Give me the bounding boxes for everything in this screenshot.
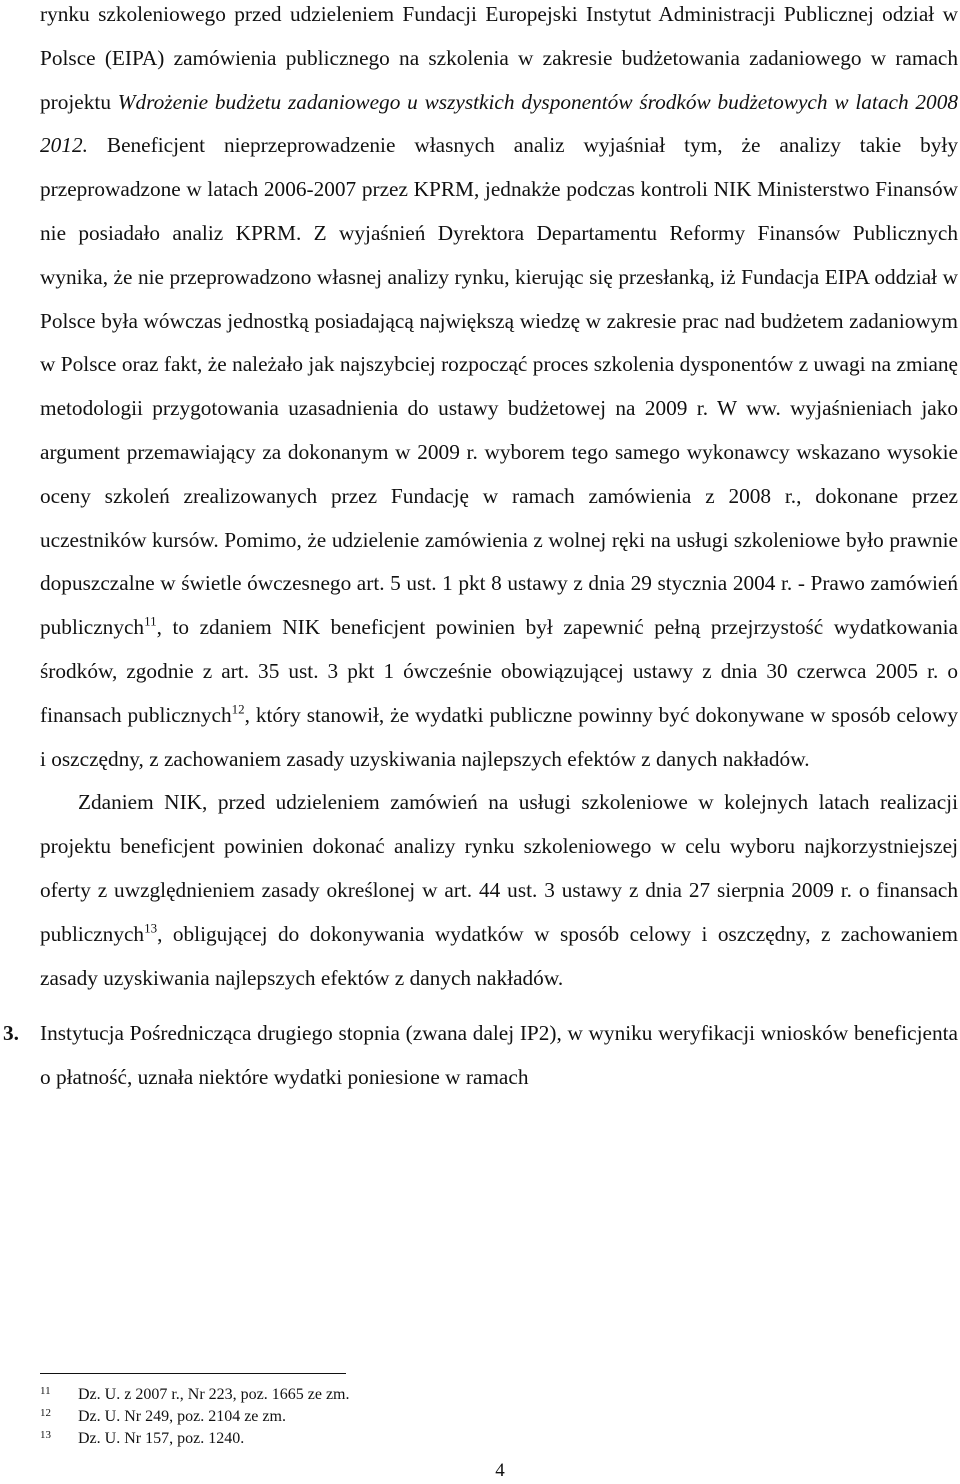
footnote-ref-12[interactable]: 12 xyxy=(231,701,245,717)
paragraph-1-text-a: rynku szkoleniowego przed udzieleniem Fundacji Europejski Instytut Administracji Publicznej odział w Polsce (EIPA) zamówienia publicznego na szkolenia w zakresie budżetowania zadaniowego w ramach projektu xyxy=(40,2,958,114)
footnotes xyxy=(40,1384,740,1450)
footnote-number: 11 xyxy=(40,1385,51,1397)
list-item-3 xyxy=(3,1012,958,1100)
paragraph-2 xyxy=(40,781,958,1000)
page-number: 4 xyxy=(495,1460,505,1481)
paragraph-1-text-c: , to zdaniem NIK beneficjent powinien był zapewnić pełną przejrzystość wydatkowania środków, zgodnie z art. 35 ust. 3 pkt 1 ówcześnie obowiązującej ustawy z dnia 30 czerwca 2005 r. o finansach publicznych xyxy=(40,615,958,727)
footnote-text: Dz. U. z 2007 r., Nr 223, poz. 1665 ze zm. xyxy=(78,1386,350,1403)
paragraph-2-text-b: , obligującej do dokonywania wydatków w sposób celowy i oszczędny, z zachowaniem zasady uzyskiwania najlepszych efektów z danych nakładów. xyxy=(40,921,958,990)
paragraph-1-text-b: Beneficjent nieprzeprowadzenie własnych analiz wyjaśniał tym, że analizy takie były przeprowadzone w latach 2006-2007 przez KPRM, jednakże podczas kontroli NIK Ministerstwo Finansów nie posiadało analiz KPRM. Z wyjaśnień Dyrektora Departamentu Reformy Finansów Publicznych wynika, że nie przeprowadzono własnej analizy rynku, kierując się przesłanką, iż Fundacja EIPA oddział w Polsce była wówczas jednostką posiadającą największą wiedzę w zakresie prac nad budżetem zadaniowym w Polsce oraz fakt, że należało jak najszybciej rozpocząć proces szkolenia dysponentów z uwagi na zmianę metodologii przygotowania uzasadnienia do ustawy budżetowej na 2009 r. W ww. wyjaśnieniach jako argument przemawiający za dokonanym w 2009 r. wyborem tego samego wykonawcy wskazano wysokie oceny szkoleń zrealizowanych przez Fundację w ramach zamówienia z 2008 r., dokonane przez uczestników kursów. Pomimo, że udzielenie zamówienia z wolnej ręki na usługi szkoleniowe było prawnie dopuszczalne w świetle ówczesnego art. 5 ust. 1 pkt 8 ustawy z dnia 29 stycznia 2004 r. - Prawo zamówień publicznych xyxy=(40,133,958,640)
list-item-text: Instytucja Pośrednicząca drugiego stopnia (zwana dalej IP2), w wyniku weryfikacji wniosków beneficjenta o płatność, uznała niektóre wydatki poniesione w ramach xyxy=(40,1021,958,1090)
footnote-number: 12 xyxy=(40,1407,51,1419)
paragraph-1 xyxy=(40,0,958,781)
project-title-italic: Wdrożenie budżetu zadaniowego u wszystkich dysponentów środków budżetowych w latach 2008 2012. xyxy=(40,89,958,158)
footnote xyxy=(40,1406,740,1428)
footnote-separator xyxy=(40,1373,346,1374)
paragraph-1-text-d: , który stanowił, że wydatki publiczne powinny być dokonywane w sposób celowy i oszczędny, z zachowaniem zasady uzyskiwania najlepszych efektów z danych nakładów. xyxy=(40,702,958,771)
footnote-ref-11[interactable]: 11 xyxy=(144,613,157,629)
document-page xyxy=(3,0,958,1100)
footnote-text: Dz. U. Nr 249, poz. 2104 ze zm. xyxy=(78,1408,286,1425)
list-item-number: 3. xyxy=(3,1021,19,1046)
footnote-text: Dz. U. Nr 157, poz. 1240. xyxy=(78,1430,245,1447)
footnote xyxy=(40,1428,740,1450)
footnote-ref-13[interactable]: 13 xyxy=(144,920,158,936)
paragraph-2-text-a: Zdaniem NIK, przed udzieleniem zamówień na usługi szkoleniowe w kolejnych latach realizacji projektu beneficjent powinien dokonać analizy rynku szkoleniowego w celu wyboru najkorzystniejszej oferty z uwzględnieniem zasady określonej w art. 44 ust. 3 ustawy z dnia 27 sierpnia 2009 r. o finansach publicznych xyxy=(40,790,958,946)
footnote-number: 13 xyxy=(40,1429,51,1441)
footnote xyxy=(40,1384,740,1406)
